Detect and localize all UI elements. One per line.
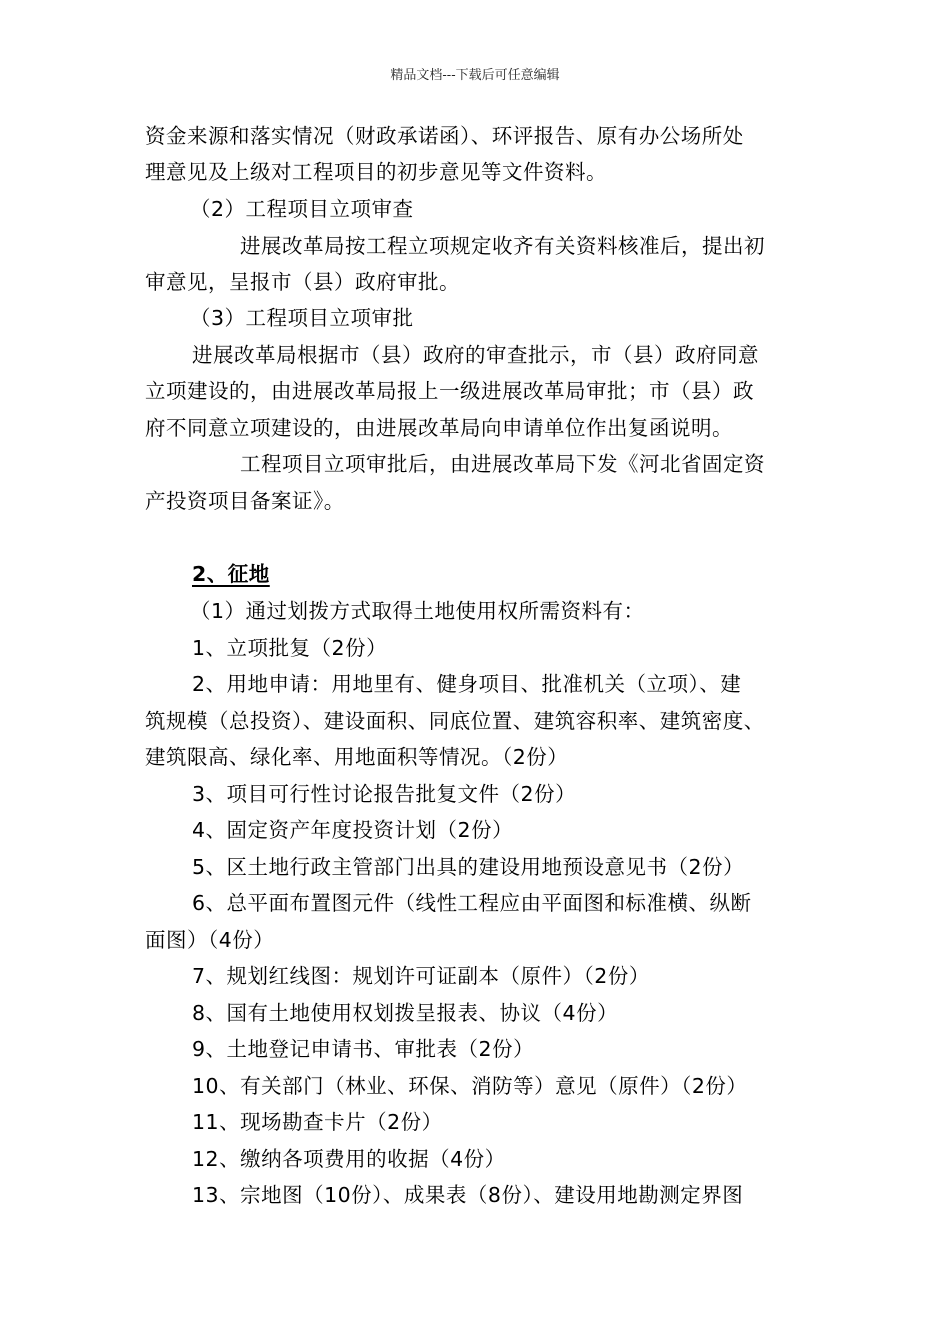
list-item-continuation: 筑规模（总投资）、建设面积、同底位置、建筑容积率、建筑密度、: [145, 709, 765, 733]
paragraph-line: 工程项目立项审批后，由进展改革局下发《河北省固定资: [240, 452, 765, 476]
list-item-continuation: 建筑限高、绿化率、用地面积等情况。（2份）: [145, 745, 569, 769]
subsection-title: （2）工程项目立项审查: [190, 197, 414, 221]
paragraph-line: 资金来源和落实情况（财政承诺函）、环评报告、原有办公场所处: [145, 124, 744, 148]
list-item: 1、立项批复（2份）: [192, 636, 388, 660]
section-heading: 2、征地: [192, 562, 270, 586]
list-item: 9、土地登记申请书、审批表（2份）: [192, 1037, 535, 1061]
list-item: 7、规划红线图：规划许可证副本（原件）（2份）: [192, 964, 650, 988]
paragraph-line: 产投资项目备案证》。: [145, 489, 345, 513]
paragraph-line: 府不同意立项建设的，由进展改革局向申请单位作出复函说明。: [145, 416, 733, 440]
subsection-title: （1）通过划拨方式取得土地使用权所需资料有：: [190, 599, 645, 623]
paragraph-line: 立项建设的，由进展改革局报上一级进展改革局审批；市（县）政: [145, 379, 754, 403]
paragraph-line: 进展改革局按工程立项规定收齐有关资料核准后，提出初: [240, 234, 765, 258]
list-item-continuation: 面图）（4份）: [145, 928, 275, 952]
list-item: 10、有关部门（林业、环保、消防等）意见（原件）（2份）: [192, 1074, 748, 1098]
list-item: 13、宗地图（10份）、成果表（8份）、建设用地勘测定界图: [192, 1183, 744, 1207]
list-item: 11、现场勘查卡片（2份）: [192, 1110, 443, 1134]
paragraph-line: 审意见，呈报市（县）政府审批。: [145, 270, 460, 294]
list-item: 4、固定资产年度投资计划（2份）: [192, 818, 514, 842]
list-item: 2、用地申请：用地里有、健身项目、批准机关（立项）、建: [192, 672, 742, 696]
list-item: 8、国有土地使用权划拨呈报表、协议（4份）: [192, 1001, 619, 1025]
list-item: 3、项目可行性讨论报告批复文件（2份）: [192, 782, 577, 806]
page-header: 精品文档---下载后可任意编辑: [390, 68, 560, 83]
list-item: 12、缴纳各项费用的收据（4份）: [192, 1147, 506, 1171]
list-item: 5、区土地行政主管部门出具的建设用地预设意见书（2份）: [192, 855, 745, 879]
subsection-title: （3）工程项目立项审批: [190, 306, 414, 330]
paragraph-line: 理意见及上级对工程项目的初步意见等文件资料。: [145, 160, 607, 184]
list-item: 6、总平面布置图元件（线性工程应由平面图和标准横、纵断: [192, 891, 752, 915]
paragraph-line: 进展改革局根据市（县）政府的审查批示，市（县）政府同意: [192, 343, 759, 367]
